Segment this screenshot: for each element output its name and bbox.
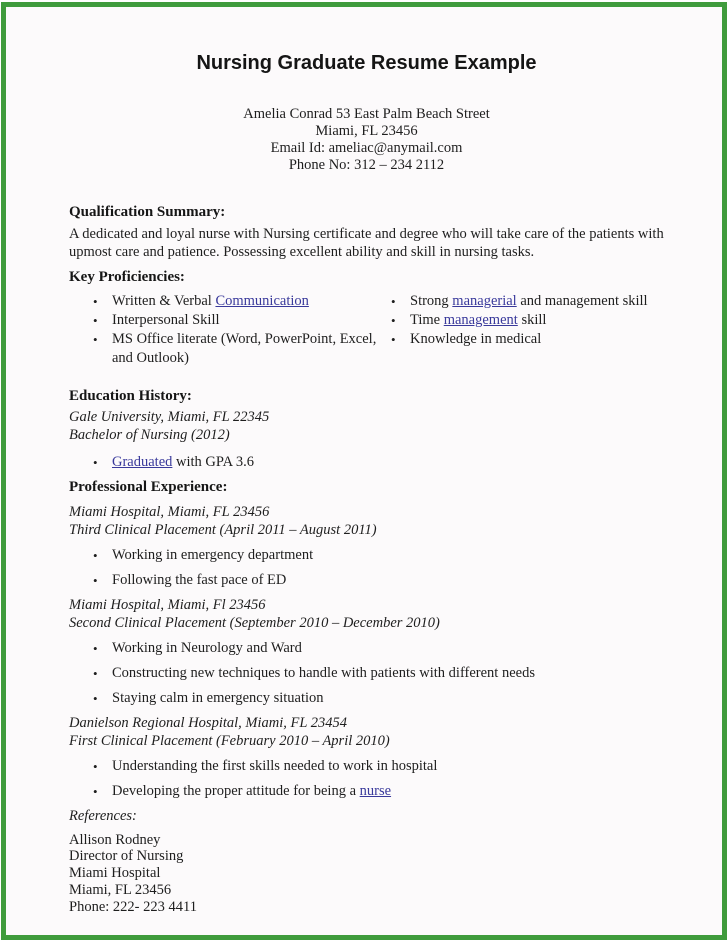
contact-phone-line: Phone No: 312 – 234 2112 bbox=[288, 157, 445, 173]
list-item-text: Working in Neurology and Ward bbox=[112, 640, 302, 656]
list-item bbox=[91, 311, 389, 330]
list-item-text: skill bbox=[517, 312, 547, 328]
list-item bbox=[389, 292, 664, 311]
list-item bbox=[91, 758, 664, 775]
list-item-text: Staying calm in emergency situation bbox=[112, 690, 324, 706]
list-item-text: Working in emergency department bbox=[112, 547, 314, 563]
experience-job bbox=[69, 504, 664, 589]
experience-heading: Professional Experience: bbox=[69, 479, 228, 495]
list-item bbox=[389, 311, 664, 330]
reference-employer: Miami Hospital bbox=[69, 865, 161, 882]
list-item-text: Developing the proper attitude for being a bbox=[112, 783, 360, 799]
job-placement: First Clinical Placement (February 2010 – April 2010) bbox=[69, 732, 390, 749]
qualification-summary-heading: Qualification Summary: bbox=[69, 204, 226, 220]
reference-name: Allison Rodney bbox=[69, 831, 161, 848]
key-proficiencies-section bbox=[69, 269, 664, 368]
contact-block bbox=[69, 106, 664, 174]
list-item bbox=[91, 640, 664, 657]
education-heading: Education History: bbox=[69, 388, 192, 404]
references-details bbox=[69, 832, 664, 916]
list-item-text: Strong bbox=[410, 293, 453, 309]
qualification-summary-text: A dedicated and loyal nurse with Nursing certificate and degree who will take care of the patients with upmost care and patience. Possessing excellent ability and skill in nursing tasks. bbox=[69, 226, 664, 260]
references-heading: References: bbox=[69, 808, 137, 824]
list-item bbox=[91, 292, 389, 311]
education-school: Gale University, Miami, FL 22345 bbox=[69, 409, 270, 425]
reference-phone: Phone: 222- 223 4411 bbox=[69, 898, 197, 915]
page-title: Nursing Graduate Resume Example bbox=[196, 52, 537, 74]
list-item-text: Constructing new techniques to handle with patients with different needs bbox=[112, 665, 535, 681]
communication-link[interactable]: Communication bbox=[215, 293, 309, 309]
key-proficiencies-heading: Key Proficiencies: bbox=[69, 269, 185, 285]
job-placement: Third Clinical Placement (April 2011 – August 2011) bbox=[69, 521, 377, 538]
list-item-text: Knowledge in medical bbox=[410, 331, 542, 347]
experience-section bbox=[69, 479, 664, 800]
references-section bbox=[69, 808, 664, 915]
list-item-text: Interpersonal Skill bbox=[112, 312, 220, 328]
contact-address-line: Amelia Conrad 53 East Palm Beach Street bbox=[243, 106, 490, 122]
list-item bbox=[389, 330, 664, 349]
list-item-text: MS Office literate (Word, PowerPoint, Excel, and Outlook) bbox=[112, 331, 377, 366]
experience-job bbox=[69, 715, 664, 800]
nurse-link[interactable]: nurse bbox=[359, 783, 392, 799]
list-item bbox=[91, 690, 664, 707]
list-item-text: Understanding the first skills needed to work in hospital bbox=[112, 758, 438, 774]
job-placement: Second Clinical Placement (September 2010 – December 2010) bbox=[69, 614, 440, 631]
education-section bbox=[69, 388, 664, 471]
job-bullet-list bbox=[91, 640, 664, 707]
education-bullet-list bbox=[91, 454, 664, 471]
job-bullet-list bbox=[91, 547, 664, 589]
job-employer: Danielson Regional Hospital, Miami, FL 23454 bbox=[69, 715, 348, 731]
managerial-link[interactable]: managerial bbox=[452, 293, 517, 309]
list-item-text: with GPA 3.6 bbox=[172, 454, 255, 470]
graduated-link[interactable]: Graduated bbox=[112, 454, 173, 470]
list-item-text: and management skill bbox=[516, 293, 648, 309]
resume-page bbox=[1, 2, 727, 940]
key-proficiencies-left-list bbox=[91, 292, 389, 368]
contact-city-line: Miami, FL 23456 bbox=[315, 123, 418, 139]
list-item-text: Time bbox=[410, 312, 444, 328]
education-degree: Bachelor of Nursing (2012) bbox=[69, 426, 230, 443]
job-employer: Miami Hospital, Miami, FL 23456 bbox=[69, 504, 270, 520]
list-item bbox=[91, 783, 664, 800]
job-bullet-list bbox=[91, 758, 664, 800]
list-item bbox=[91, 454, 664, 471]
qualification-summary-section bbox=[69, 204, 664, 261]
list-item-text: Following the fast pace of ED bbox=[112, 572, 287, 588]
list-item bbox=[91, 330, 389, 368]
key-proficiencies-columns bbox=[91, 292, 664, 368]
list-item bbox=[91, 665, 664, 682]
job-employer: Miami Hospital, Miami, Fl 23456 bbox=[69, 597, 266, 613]
reference-city: Miami, FL 23456 bbox=[69, 881, 172, 898]
contact-email-line: Email Id: ameliac@anymail.com bbox=[270, 140, 463, 156]
key-proficiencies-right-list bbox=[389, 292, 664, 368]
education-details bbox=[69, 409, 664, 444]
list-item bbox=[91, 547, 664, 564]
list-item bbox=[91, 572, 664, 589]
management-link[interactable]: management bbox=[443, 312, 518, 328]
list-item-text: Written & Verbal bbox=[112, 293, 216, 309]
experience-job bbox=[69, 597, 664, 707]
reference-title: Director of Nursing bbox=[69, 848, 184, 865]
